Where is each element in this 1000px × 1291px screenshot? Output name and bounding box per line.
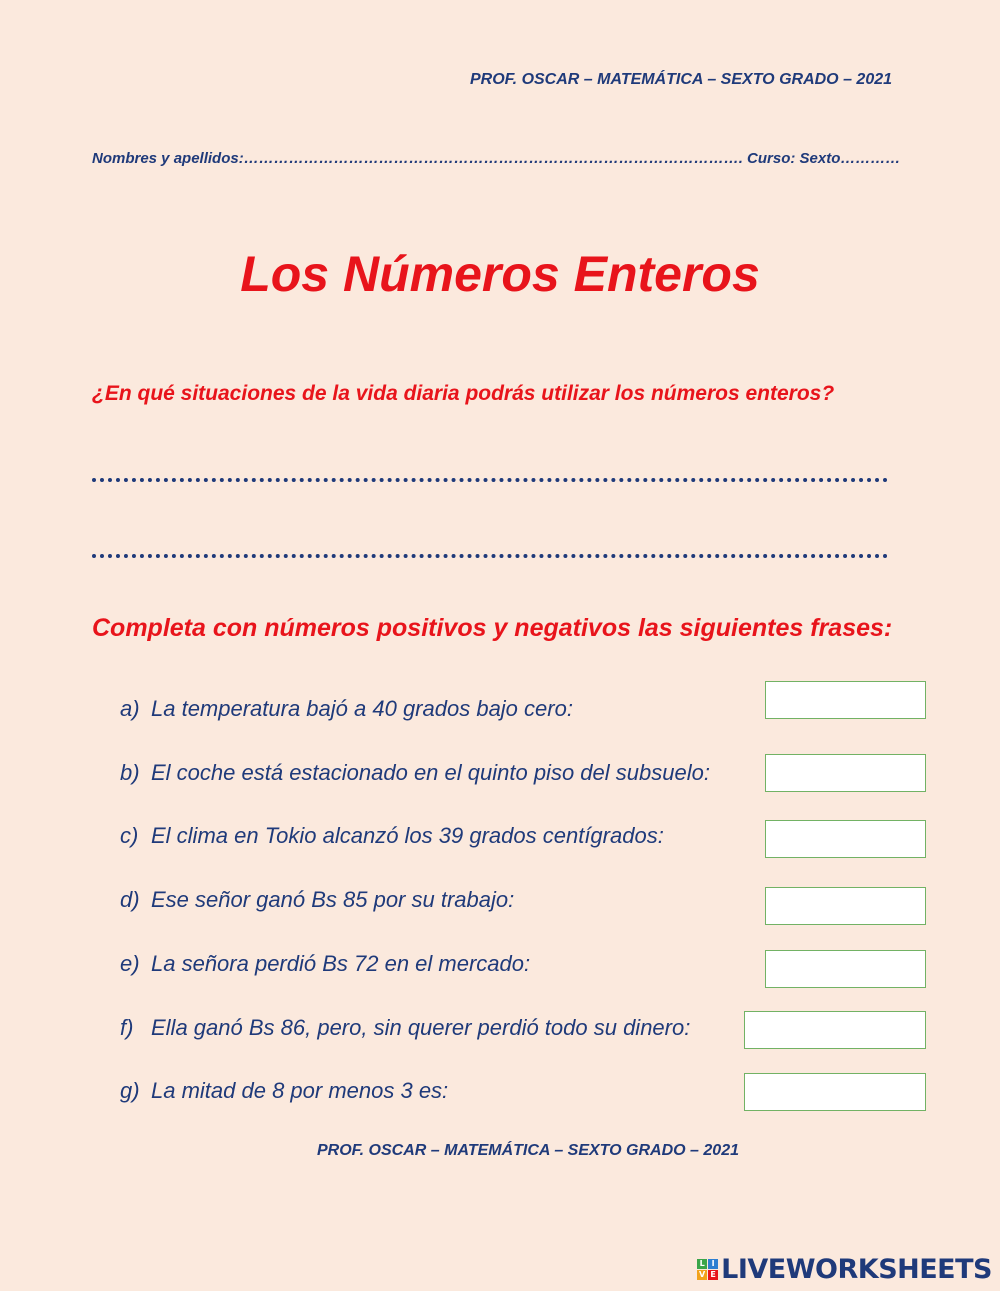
item-text: El clima en Tokio alcanzó los 39 grados centígrados: [151,823,664,848]
item-letter: d) [120,887,140,912]
item-text: La mitad de 8 por menos 3 es: [151,1078,449,1103]
answer-box-e[interactable] [765,950,926,988]
name-course-line: Nombres y apellidos:………………………………………………………………………………………. Curso: Sexto………… [92,150,901,167]
answer-box-a[interactable] [765,681,926,719]
answer-box-b[interactable] [765,754,926,792]
item-b [120,760,710,786]
answer-box-c[interactable] [765,820,926,858]
header-top: PROF. OSCAR – MATEMÁTICA – SEXTO GRADO – 2021 [470,71,893,88]
item-f [120,1015,690,1041]
logo-letter-i: I [708,1259,718,1269]
answer-box-g[interactable] [744,1073,926,1111]
logo-letter-l: L [697,1259,707,1269]
item-letter: f) [120,1015,134,1040]
item-e [120,951,530,977]
page-title: Los Números Enteros [240,246,760,302]
logo-letter-v: V [699,1270,706,1279]
item-text: Ella ganó Bs 86, pero, sin querer perdió todo su dinero: [151,1015,691,1040]
brand-name: LIVEWORKSHEETS [721,1254,992,1285]
answer-dotted-line-1 [92,478,888,482]
item-g [120,1078,448,1104]
answer-dotted-line-2 [92,554,888,558]
item-d [120,887,514,913]
answer-box-d[interactable] [765,887,926,925]
item-c [120,823,664,849]
item-text: La señora perdió Bs 72 en el mercado: [151,951,531,976]
liveworksheets-brand[interactable] [697,1254,992,1285]
item-letter: g) [120,1078,140,1103]
item-text: La temperatura bajó a 40 grados bajo cero: [151,696,573,721]
item-text: Ese señor ganó Bs 85 por su trabajo: [151,887,515,912]
instruction-text: Completa con números positivos y negativos las siguientes frases: [92,614,893,642]
liveworksheets-logo-icon [697,1259,718,1280]
footer-text: PROF. OSCAR – MATEMÁTICA – SEXTO GRADO – 2021 [316,1142,739,1159]
item-letter: b) [120,760,140,785]
answer-box-f[interactable] [744,1011,926,1049]
item-letter: e) [120,951,140,976]
item-letter: a) [120,696,140,721]
item-text: El coche está estacionado en el quinto piso del subsuelo: [151,760,710,785]
question-text: ¿En qué situaciones de la vida diaria podrás utilizar los números enteros? [92,382,835,405]
logo-letter-e: E [708,1270,718,1280]
item-letter: c) [120,823,139,848]
item-a [120,696,573,722]
